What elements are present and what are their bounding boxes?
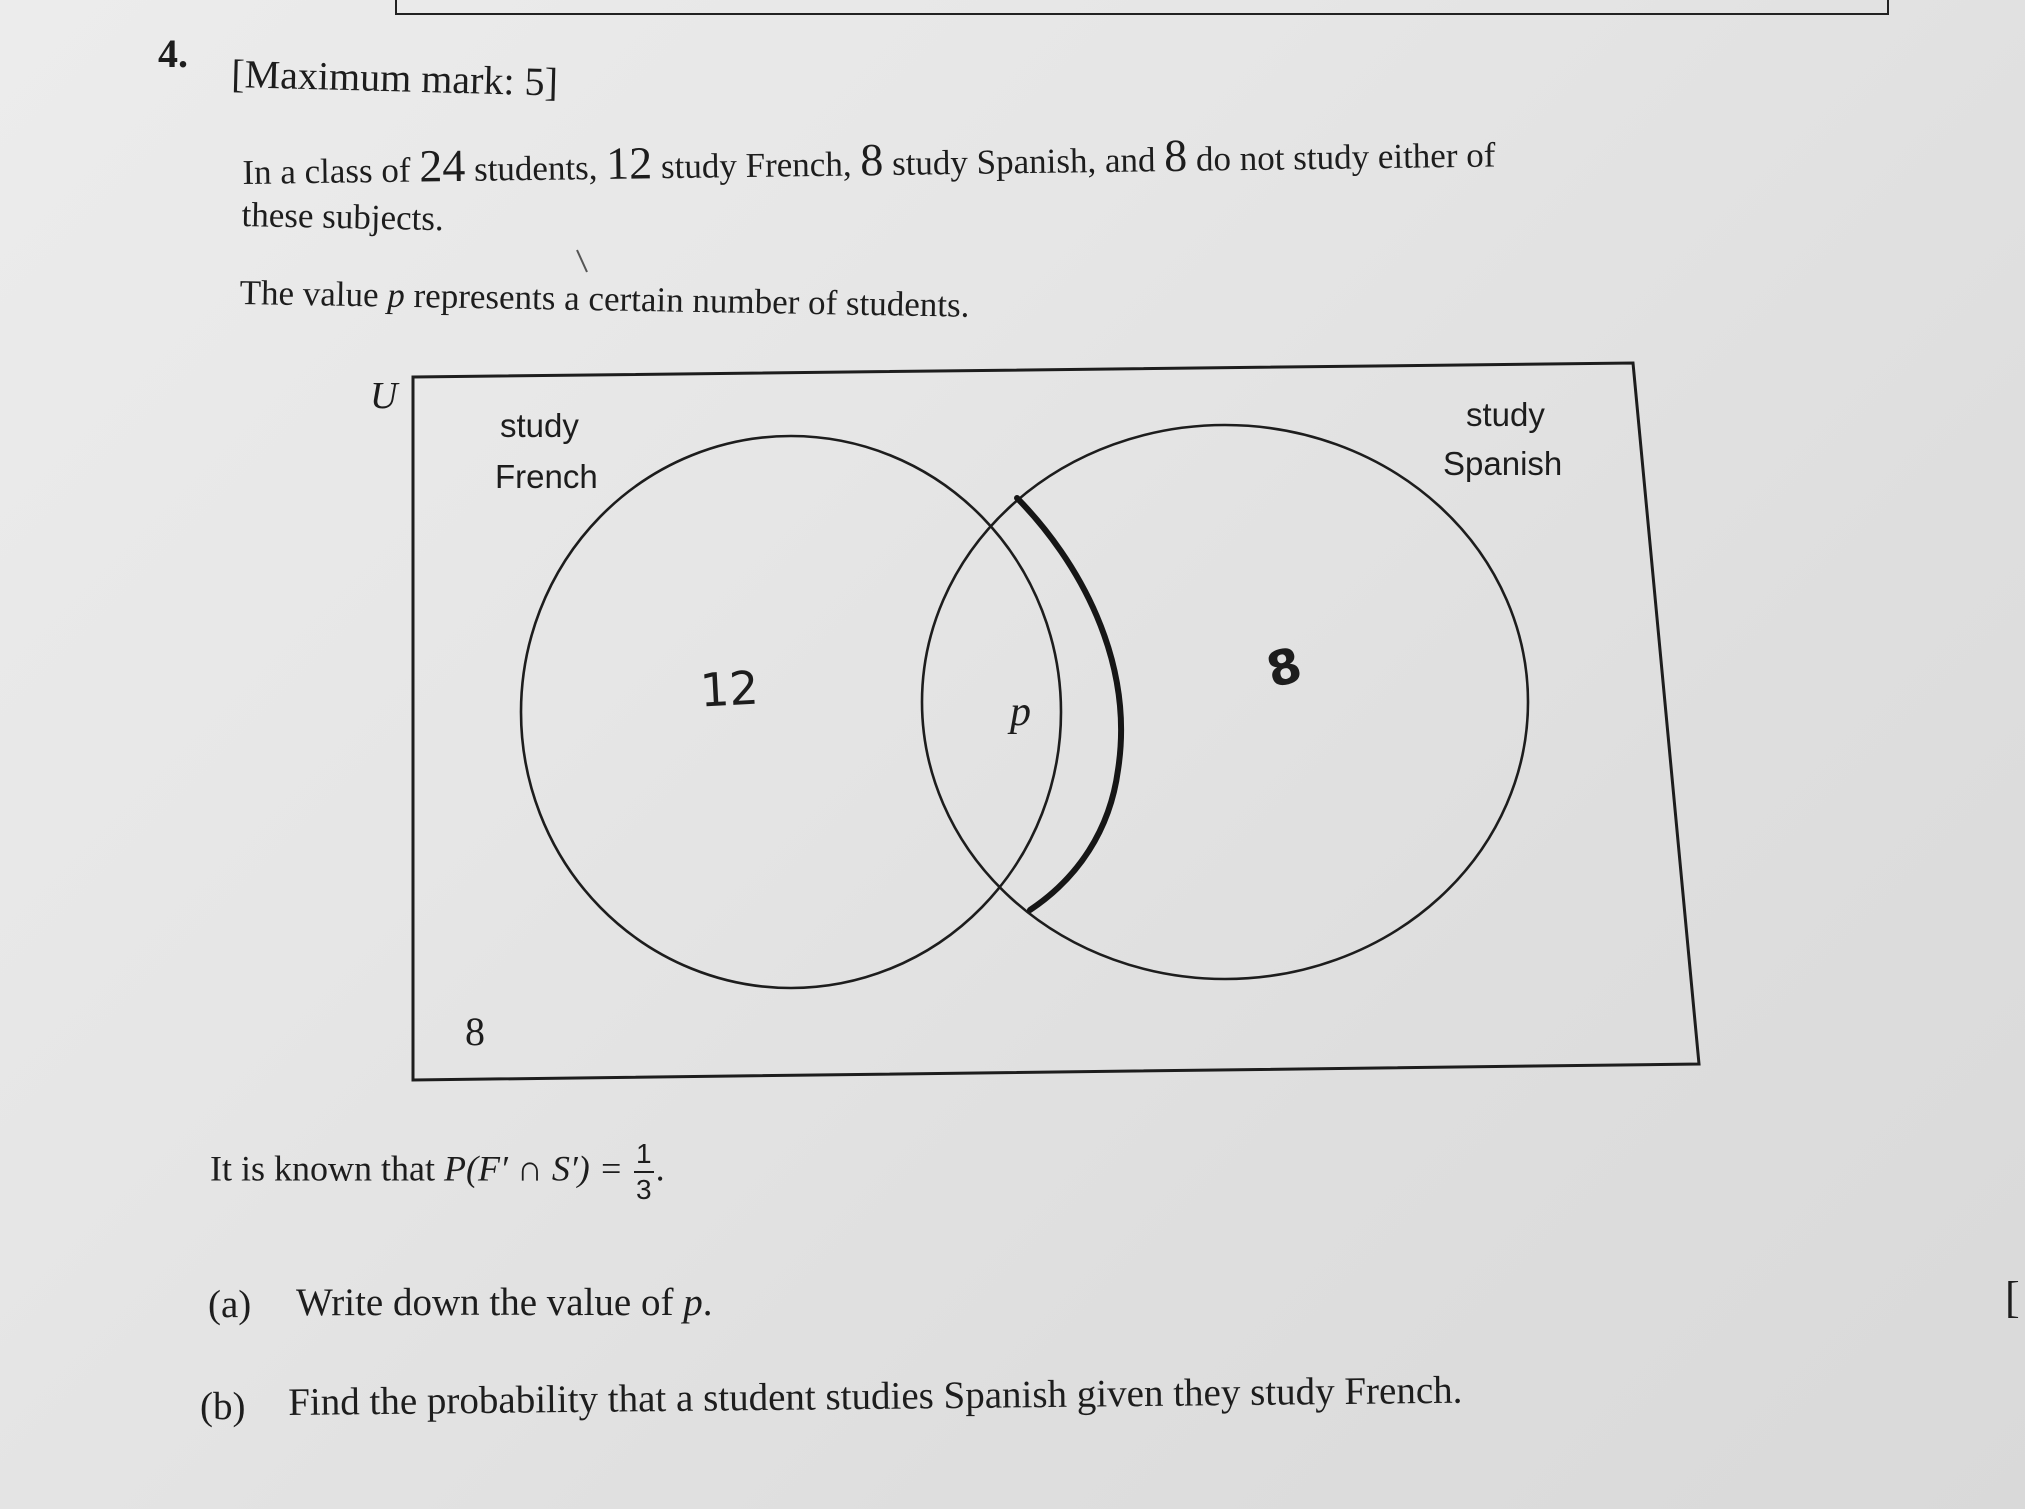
value-sentence-after: represents a certain number of students.	[404, 275, 970, 325]
fraction-denominator: 3	[635, 1174, 652, 1205]
value-sentence-before: The value	[239, 273, 388, 315]
spanish-label-line2: Spanish	[1443, 445, 1563, 482]
part-a-variable: p	[683, 1281, 703, 1324]
outside-value: 8	[465, 1009, 485, 1054]
spanish-label-line1: study	[1466, 396, 1545, 433]
known-suffix: .	[655, 1148, 665, 1189]
pencil-tick	[577, 250, 587, 272]
part-a-text-before: Write down the value of	[296, 1281, 684, 1324]
universe-label: U	[370, 375, 398, 417]
intersection-highlight-stroke	[1017, 498, 1121, 910]
intersection-label: p	[1010, 689, 1031, 735]
french-label-line2: French	[495, 458, 598, 495]
part-b-label: (b)	[200, 1385, 246, 1428]
part-a-label: (a)	[208, 1283, 252, 1326]
french-count: 12	[605, 137, 653, 189]
fraction-numerator: 1	[634, 1140, 654, 1173]
intro-text-5: do not study either of	[1186, 135, 1496, 179]
known-statement	[210, 1140, 665, 1204]
maximum-mark: [Maximum mark: 5]	[230, 50, 559, 105]
value-variable: p	[387, 275, 406, 315]
question-number: 4.	[158, 31, 188, 76]
french-circle	[521, 436, 1061, 988]
french-label-line1: study	[500, 407, 579, 444]
known-expression: P(F′ ∩ S′) =	[443, 1148, 632, 1189]
handwritten-french-only: 12	[698, 660, 760, 718]
intro-line-2: these subjects.	[241, 195, 445, 239]
intro-text-3: study French,	[651, 144, 861, 187]
part-b-text: Find the probability that a student studies Spanish given they study French.	[288, 1368, 1463, 1424]
handwritten-spanish-only: 8	[1260, 636, 1308, 700]
one-third-fraction	[634, 1140, 654, 1204]
intro-text-4: study Spanish, and	[883, 140, 1165, 184]
known-prefix: It is known that	[210, 1148, 444, 1189]
spanish-count: 8	[859, 134, 884, 186]
intro-text-2: students,	[465, 147, 607, 189]
total-students: 24	[418, 139, 466, 192]
part-a-text	[296, 1280, 712, 1325]
part-a-text-after: .	[702, 1281, 713, 1324]
intro-text-1: In a class of	[242, 150, 420, 192]
edge-bracket: [	[2005, 1273, 2020, 1322]
neither-count: 8	[1163, 129, 1188, 182]
